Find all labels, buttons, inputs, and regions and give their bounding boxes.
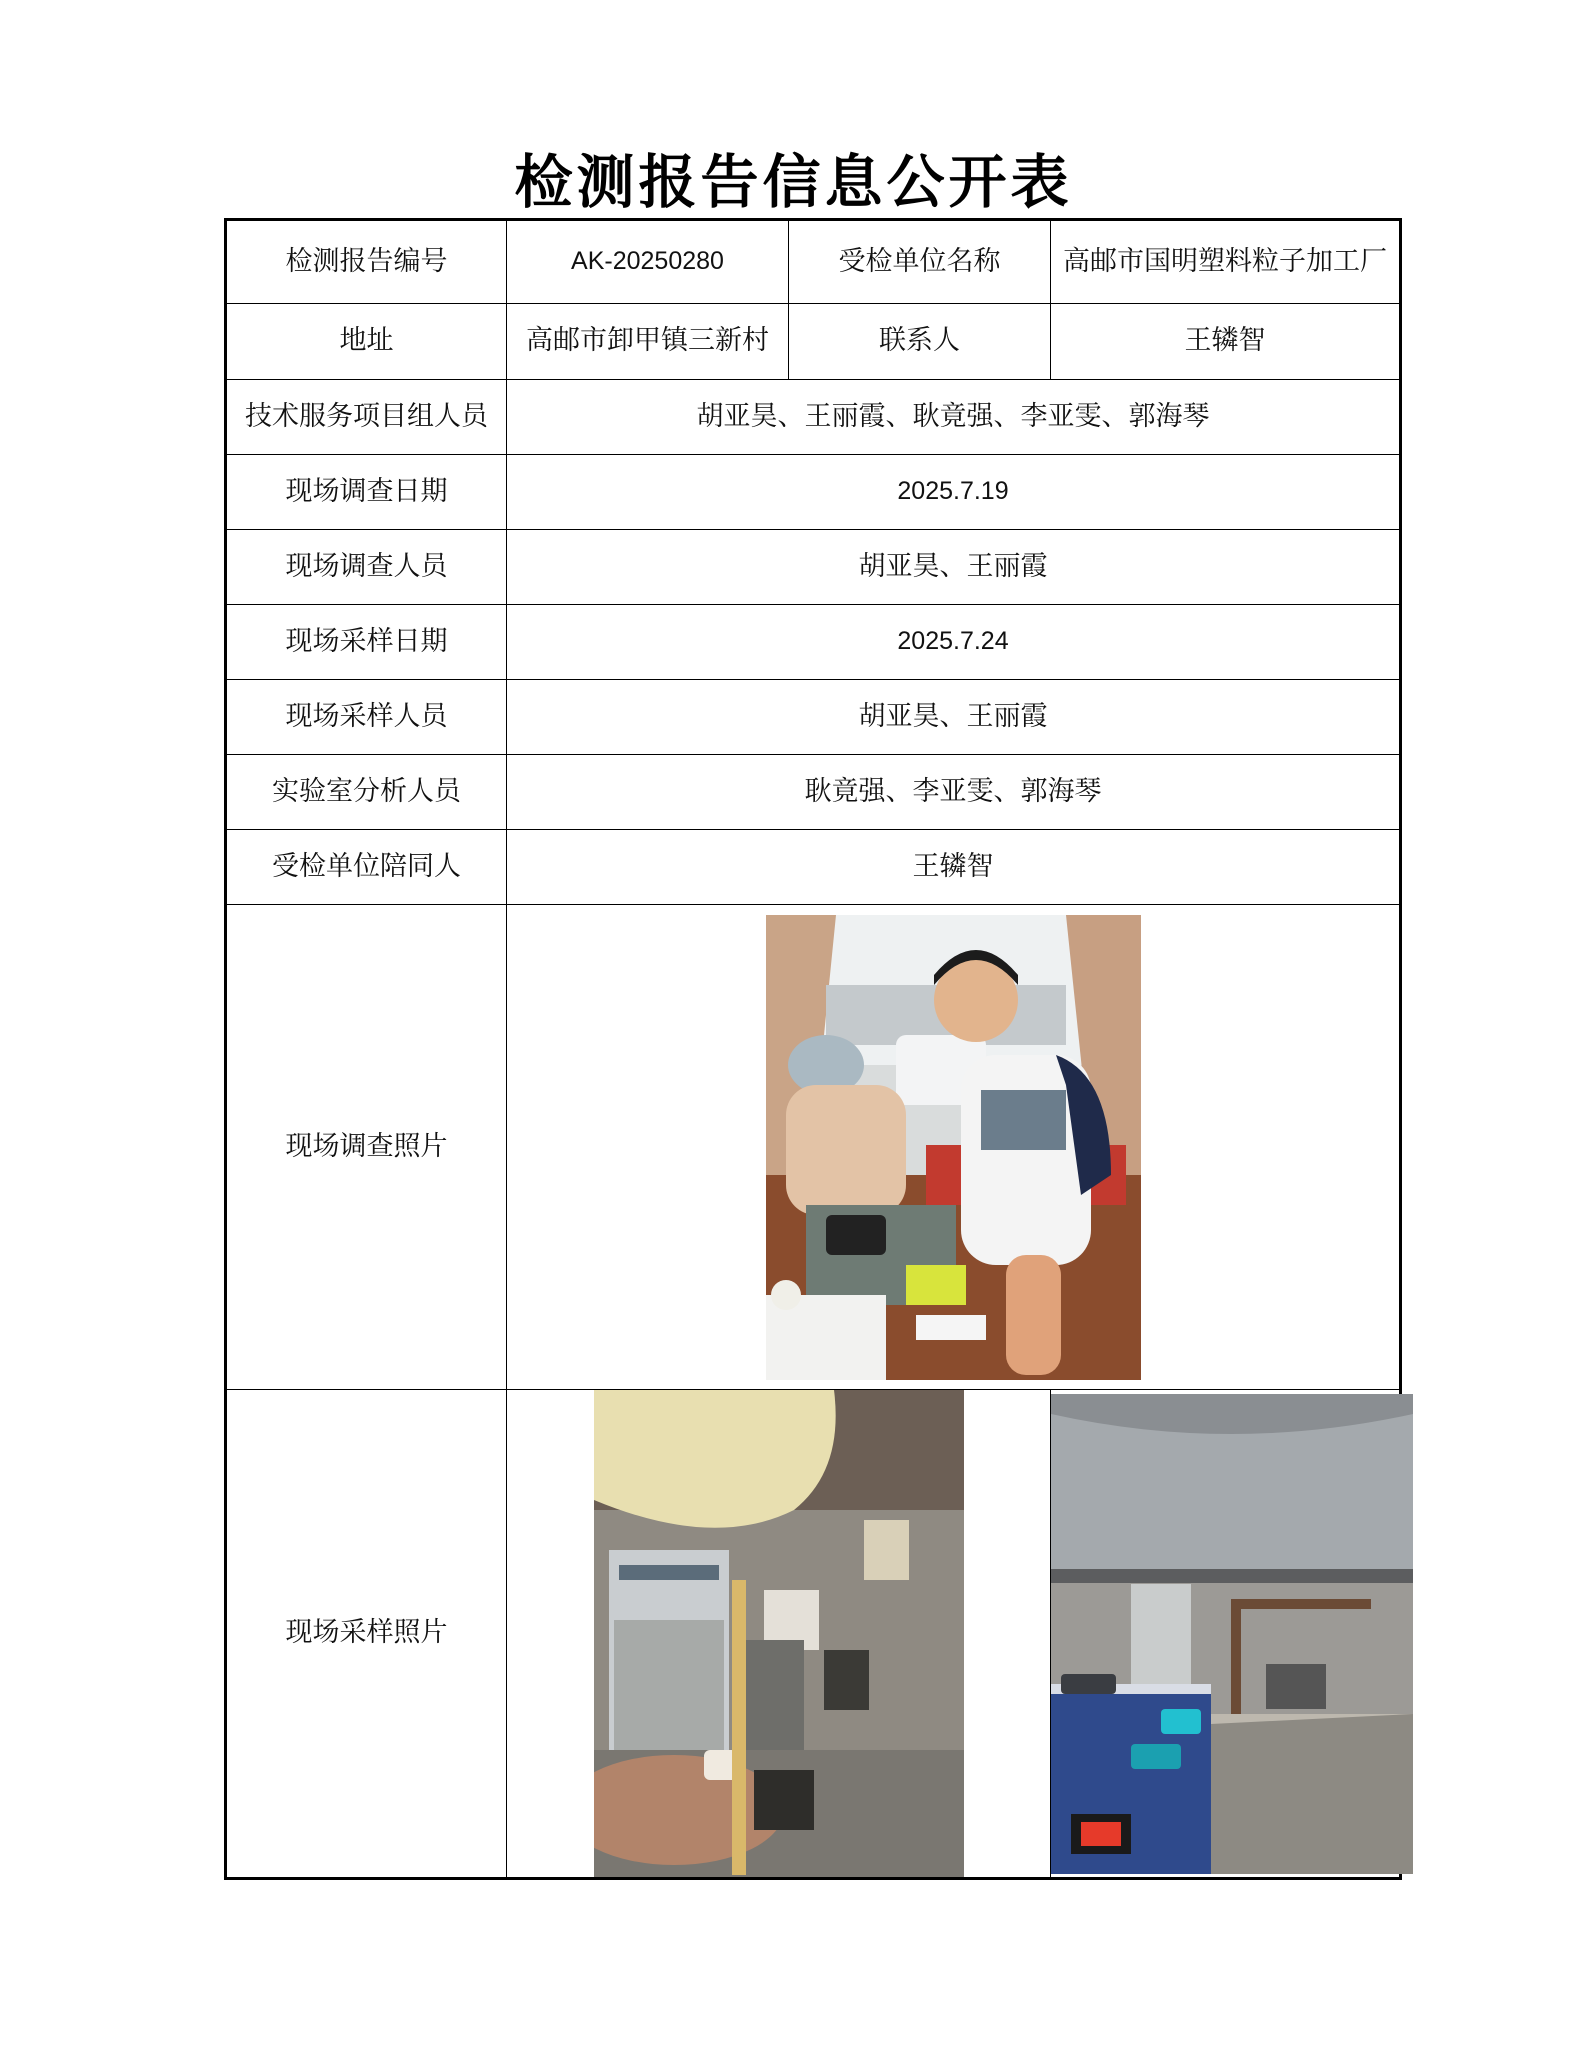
sampling-staff-value: 胡亚昊、王丽霞: [507, 680, 1401, 755]
team-label: 技术服务项目组人员: [226, 380, 507, 455]
report-no-label: 检测报告编号: [226, 220, 507, 304]
lab-staff-label: 实验室分析人员: [226, 755, 507, 830]
escort-value: 王辚智: [507, 830, 1401, 905]
survey-photo-label: 现场调查照片: [226, 905, 507, 1390]
escort-label: 受检单位陪同人: [226, 830, 507, 905]
sampling-staff-label: 现场采样人员: [226, 680, 507, 755]
survey-staff-label: 现场调查人员: [226, 530, 507, 605]
report-no-value: AK-20250280: [507, 220, 789, 304]
table-row: [226, 380, 1401, 455]
sampling-photo-cell-2: [1051, 1390, 1401, 1879]
lab-staff-value: 耿竟强、李亚雯、郭海琴: [507, 755, 1401, 830]
table-row: [226, 830, 1401, 905]
unit-name-label: 受检单位名称: [789, 220, 1051, 304]
sampling-photo-cell-1: [507, 1390, 1051, 1879]
sampling-date-label: 现场采样日期: [226, 605, 507, 680]
sampling-photo-1: [594, 1390, 964, 1877]
page-title: 检测报告信息公开表: [514, 148, 1073, 216]
survey-date-label: 现场调查日期: [226, 455, 507, 530]
contact-value: 王辚智: [1051, 304, 1401, 380]
contact-label: 联系人: [789, 304, 1051, 380]
table-row: [226, 605, 1401, 680]
sampling-date-value: 2025.7.24: [507, 605, 1401, 680]
address-value: 高邮市卸甲镇三新村: [507, 304, 789, 380]
survey-photo: [766, 915, 1141, 1380]
table-row: [226, 455, 1401, 530]
table-row: [226, 1390, 1401, 1879]
table-row: [226, 220, 1401, 304]
unit-name-value: 高邮市国明塑料粒子加工厂: [1051, 220, 1401, 304]
table-row: [226, 304, 1401, 380]
address-label: 地址: [226, 304, 507, 380]
sampling-photo-label: 现场采样照片: [226, 1390, 507, 1879]
sampling-photo-2: [1051, 1394, 1413, 1874]
table-row: [226, 530, 1401, 605]
survey-date-value: 2025.7.19: [507, 455, 1401, 530]
table-row: [226, 755, 1401, 830]
table-row: [226, 680, 1401, 755]
survey-photo-cell: [507, 905, 1401, 1390]
table-row: [226, 905, 1401, 1390]
team-value: 胡亚昊、王丽霞、耿竟强、李亚雯、郭海琴: [507, 380, 1401, 455]
survey-staff-value: 胡亚昊、王丽霞: [507, 530, 1401, 605]
report-table: [224, 218, 1402, 1880]
